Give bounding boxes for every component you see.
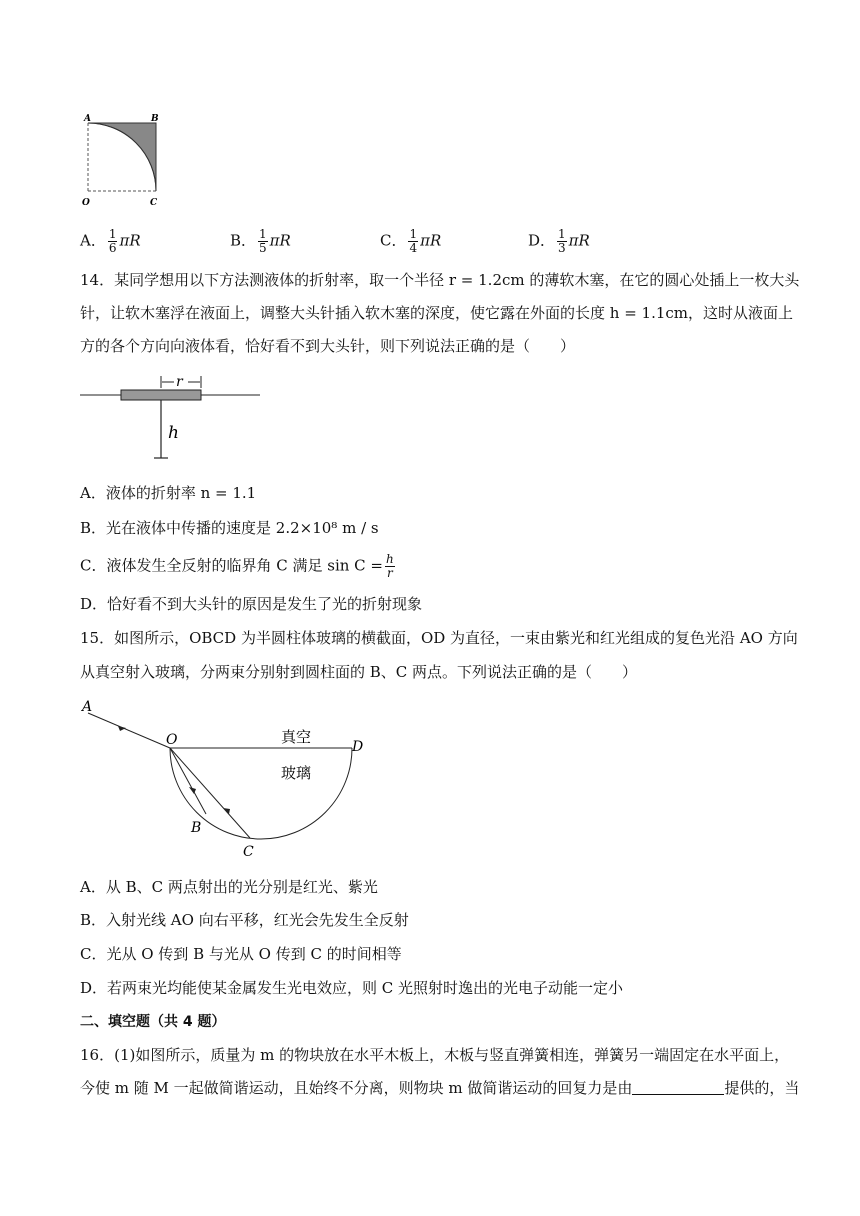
q13-option-a: A． $\frac{1}{6}$ πR xyxy=(80,227,141,255)
q14-figure xyxy=(80,370,265,465)
q16-stem-line2: 今使 m 随 M 一起做简谐运动，且始终不分离，则物块 m 做简谐运动的回复力是由 提供的，当 xyxy=(80,1079,800,1097)
q15-label-vacuum: 真空 xyxy=(281,728,312,746)
q14-stem-line2: 针，让软木塞浮在液面上，调整大头针插入软木塞的深度，使它露在外面的长度 h = 1.1cm，这时从液面上 xyxy=(80,304,794,322)
q13-shaded-region xyxy=(88,123,156,191)
q15-label-d: D xyxy=(352,739,364,755)
q14-label-r: r xyxy=(176,374,183,390)
q15-label-b: B xyxy=(191,820,202,836)
q14-option-a: A．液体的折射率 n = 1.1 xyxy=(80,484,257,502)
q16-stem-line1: 16．(1)如图所示，质量为 m 的物块放在水平木板上，木板与竖直弹簧相连，弹簧另一端固定在水平面上， xyxy=(80,1046,790,1064)
q14-stem-line3: 方的各个方向向液体看，恰好看不到大头针，则下列说法正确的是（ ） xyxy=(80,337,576,355)
q13-label-o: O xyxy=(82,198,90,208)
q13-option-b: B． $\frac{1}{5}$ πR xyxy=(230,227,291,255)
q13-label-b: B xyxy=(151,114,159,124)
q15-label-a: A xyxy=(82,699,93,715)
section-title: 二、填空题（共 4 题） xyxy=(80,1014,226,1030)
q15-option-b: B．入射光线 AO 向右平移，红光会先发生全反射 xyxy=(80,911,409,929)
q15-option-c: C．光从 O 传到 B 与光从 O 传到 C 的时间相等 xyxy=(80,945,402,963)
q14-option-c: C．液体发生全反射的临界角 C 满足 sin C = $\frac{h}{r}$ xyxy=(80,552,394,580)
q15-option-d: D．若两束光均能使某金属发生光电效应，则 C 光照射时逸出的光电子动能一定小 xyxy=(80,979,624,997)
q13-figure xyxy=(78,112,168,210)
q13-label-c: C xyxy=(150,198,158,208)
q14-option-b: B．光在液体中传播的速度是 2.2×10⁸ m / s xyxy=(80,519,379,537)
q14-option-d: D．恰好看不到大头针的原因是发生了光的折射现象 xyxy=(80,595,423,613)
q15-stem-line1: 15．如图所示，OBCD 为半圆柱体玻璃的横截面，OD 为直径，一束由紫光和红光组成的复色光沿 AO 方向 xyxy=(80,629,798,647)
q15-ray-ob xyxy=(170,748,206,814)
q15-label-o: O xyxy=(166,732,178,748)
q15-option-a: A．从 B、C 两点射出的光分别是红光、紫光 xyxy=(80,878,378,896)
q15-label-c: C xyxy=(243,844,254,860)
q16-answer-blank[interactable] xyxy=(632,1080,724,1095)
q15-stem-line2: 从真空射入玻璃，分两束分别射到圆柱面的 B、C 两点。下列说法正确的是（ ） xyxy=(80,663,638,681)
q13-option-c: C． $\frac{1}{4}$ πR xyxy=(380,227,442,255)
q14-stem-line1: 14．某同学想用以下方法测液体的折射率，取一个半径 r = 1.2cm 的薄软木塞，在它的圆心处插上一枚大头 xyxy=(80,271,800,289)
q13-option-d: D． $\frac{1}{3}$ πR xyxy=(528,227,590,255)
q15-incident-ray xyxy=(88,713,170,748)
q13-label-a: A xyxy=(84,114,91,124)
q14-label-h: h xyxy=(168,423,179,443)
q15-label-glass: 玻璃 xyxy=(281,764,312,782)
q14-cork xyxy=(121,390,201,400)
q15-figure xyxy=(78,696,378,862)
